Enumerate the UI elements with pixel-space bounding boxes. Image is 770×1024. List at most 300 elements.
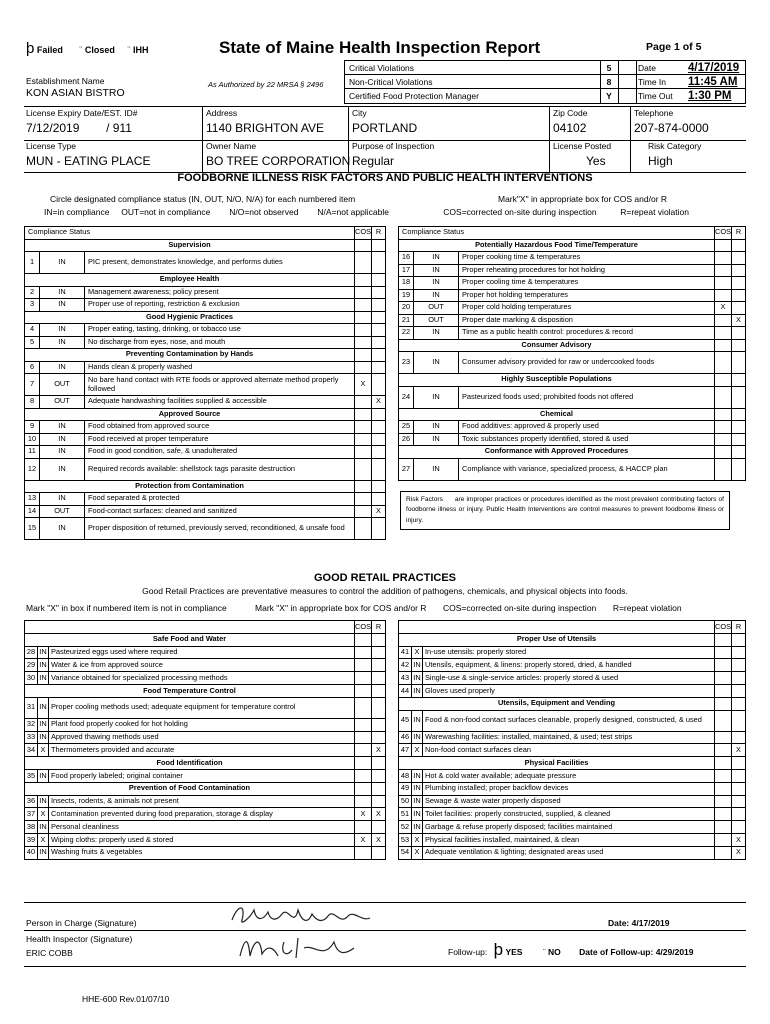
item-status[interactable]: IN bbox=[38, 659, 49, 672]
item-description: Garbage & refuse properly disposed; facilities maintained bbox=[423, 821, 715, 834]
item-description: Proper cooling methods used; adequate equipment for temperature control bbox=[49, 697, 355, 718]
section-header: Protection from Contamination bbox=[25, 480, 355, 493]
failed-label: Failed bbox=[36, 45, 63, 55]
compliance-row bbox=[399, 782, 746, 795]
item-status[interactable]: IN bbox=[40, 493, 85, 506]
ihh-checkbox[interactable]: ¨ bbox=[127, 45, 131, 55]
date-label: Date bbox=[638, 63, 656, 73]
item-r-box[interactable] bbox=[732, 731, 746, 744]
item-description: Adequate handwashing facilities supplied & accessible bbox=[85, 396, 355, 409]
closed-checkbox[interactable]: ¨ bbox=[79, 45, 83, 55]
compliance-row bbox=[399, 684, 746, 697]
risk-value: High bbox=[648, 154, 673, 168]
compliance-row bbox=[399, 264, 746, 277]
item-status[interactable]: X bbox=[38, 833, 49, 846]
item-status[interactable]: IN bbox=[412, 710, 423, 731]
item-r-box[interactable]: X bbox=[732, 744, 746, 757]
item-description: Variance obtained for specialized processing methods bbox=[49, 672, 355, 685]
license-type-value: MUN - EATING PLACE bbox=[26, 154, 151, 168]
item-cos-box[interactable]: X bbox=[354, 808, 371, 821]
item-status[interactable]: IN bbox=[412, 769, 423, 782]
item-cos-box[interactable] bbox=[354, 336, 371, 349]
item-number: 52 bbox=[399, 821, 412, 834]
item-r-box[interactable]: X bbox=[732, 833, 746, 846]
item-r-box[interactable] bbox=[372, 795, 386, 808]
item-number: 14 bbox=[25, 505, 40, 518]
pic-signature-label: Person in Charge (Signature) bbox=[26, 918, 137, 928]
item-description: Thermometers provided and accurate bbox=[49, 744, 355, 757]
item-number: 8 bbox=[25, 396, 40, 409]
item-cos-box[interactable] bbox=[354, 361, 371, 374]
item-status[interactable]: X bbox=[412, 744, 423, 757]
closed-label: Closed bbox=[84, 45, 115, 55]
item-number: 36 bbox=[25, 795, 38, 808]
compliance-row bbox=[25, 697, 386, 718]
item-number: 22 bbox=[399, 327, 414, 340]
item-cos-box[interactable] bbox=[354, 697, 371, 718]
item-status[interactable]: IN bbox=[412, 672, 423, 685]
item-status[interactable]: IN bbox=[38, 646, 49, 659]
item-cos-box[interactable] bbox=[714, 782, 731, 795]
item-r-box[interactable] bbox=[732, 672, 746, 685]
item-number: 18 bbox=[399, 277, 414, 290]
item-number: 37 bbox=[25, 808, 38, 821]
item-cos-box[interactable] bbox=[714, 314, 731, 327]
item-r-box[interactable]: X bbox=[372, 396, 386, 409]
item-r-box[interactable] bbox=[372, 697, 386, 718]
section-header: Highly Susceptible Populations bbox=[399, 374, 715, 387]
item-cos-box[interactable] bbox=[714, 672, 731, 685]
item-number: 31 bbox=[25, 697, 38, 718]
item-cos-box[interactable] bbox=[354, 518, 371, 540]
compliance-row bbox=[399, 327, 746, 340]
item-cos-box[interactable] bbox=[714, 386, 731, 408]
item-cos-box[interactable] bbox=[354, 433, 371, 446]
col-compliance-status: Compliance Status bbox=[25, 227, 355, 240]
compliance-row bbox=[25, 299, 386, 312]
item-status[interactable]: OUT bbox=[40, 505, 85, 518]
item-description: Non-food contact surfaces clean bbox=[423, 744, 715, 757]
purpose-value: Regular bbox=[352, 154, 395, 168]
item-description: Toxic substances properly identified, stored & used bbox=[459, 433, 715, 446]
item-description: Single-use & single-service articles: properly stored & used bbox=[423, 672, 715, 685]
item-number: 45 bbox=[399, 710, 412, 731]
item-cos-box[interactable]: X bbox=[354, 833, 371, 846]
item-number: 50 bbox=[399, 795, 412, 808]
section-header: Supervision bbox=[25, 239, 355, 252]
item-description: Proper eating, tasting, drinking, or tobacco use bbox=[85, 324, 355, 337]
compliance-row bbox=[25, 744, 386, 757]
item-r-box[interactable] bbox=[732, 659, 746, 672]
item-description: Consumer advisory provided for raw or undercooked foods bbox=[459, 352, 715, 374]
critical-count: 5 bbox=[606, 63, 612, 73]
owner-label: Owner Name bbox=[206, 141, 257, 151]
item-cos-box[interactable] bbox=[354, 744, 371, 757]
item-description: Pasteurized eggs used where required bbox=[49, 646, 355, 659]
item-r-box[interactable] bbox=[372, 718, 386, 731]
item-status[interactable]: OUT bbox=[40, 396, 85, 409]
item-r-box[interactable] bbox=[372, 299, 386, 312]
pic-date: Date: 4/17/2019 bbox=[608, 918, 670, 928]
item-status[interactable]: IN bbox=[38, 718, 49, 731]
compliance-row bbox=[25, 324, 386, 337]
section-header: Prevention of Food Contamination bbox=[25, 782, 355, 795]
item-cos-box[interactable] bbox=[354, 458, 371, 480]
item-description: Plant food properly cooked for hot holding bbox=[49, 718, 355, 731]
item-status[interactable]: IN bbox=[40, 446, 85, 459]
item-number: 23 bbox=[399, 352, 414, 374]
item-status[interactable]: IN bbox=[40, 336, 85, 349]
item-description: Food additives: approved & properly used bbox=[459, 421, 715, 434]
item-cos-box[interactable] bbox=[714, 833, 731, 846]
compliance-row bbox=[399, 710, 746, 731]
item-status[interactable]: IN bbox=[40, 286, 85, 299]
col-r-right: R bbox=[732, 227, 746, 240]
foodborne-left-table bbox=[24, 226, 386, 540]
item-number: 42 bbox=[399, 659, 412, 672]
followup-no-checkbox[interactable]: ¨ bbox=[542, 947, 546, 957]
item-number: 27 bbox=[399, 458, 414, 480]
item-r-box[interactable] bbox=[372, 769, 386, 782]
item-status[interactable]: IN bbox=[40, 433, 85, 446]
item-cos-box[interactable] bbox=[354, 821, 371, 834]
item-status[interactable]: IN bbox=[38, 821, 49, 834]
item-r-box[interactable] bbox=[372, 821, 386, 834]
phone-value: 207-874-0000 bbox=[634, 121, 709, 135]
item-cos-box[interactable] bbox=[354, 286, 371, 299]
item-r-box[interactable] bbox=[732, 684, 746, 697]
item-cos-box[interactable] bbox=[714, 421, 731, 434]
item-cos-box[interactable] bbox=[354, 324, 371, 337]
item-status[interactable]: IN bbox=[414, 327, 459, 340]
item-r-box[interactable] bbox=[732, 289, 746, 302]
item-status[interactable]: IN bbox=[38, 846, 49, 859]
item-description: Food-contact surfaces: cleaned and sanitized bbox=[85, 505, 355, 518]
item-r-box[interactable] bbox=[372, 646, 386, 659]
item-description: Contamination prevented during food preparation, storage & display bbox=[49, 808, 355, 821]
item-r-box[interactable] bbox=[732, 458, 746, 480]
item-r-box[interactable] bbox=[372, 324, 386, 337]
item-r-box[interactable] bbox=[372, 731, 386, 744]
item-number: 43 bbox=[399, 672, 412, 685]
item-r-box[interactable] bbox=[732, 327, 746, 340]
purpose-label: Purpose of Inspection bbox=[352, 141, 435, 151]
item-cos-box[interactable] bbox=[714, 458, 731, 480]
item-status[interactable]: X bbox=[38, 744, 49, 757]
item-r-box[interactable] bbox=[372, 433, 386, 446]
item-status[interactable]: IN bbox=[38, 795, 49, 808]
item-description: Food received at proper temperature bbox=[85, 433, 355, 446]
item-cos-box[interactable]: X bbox=[714, 302, 731, 315]
item-status[interactable]: IN bbox=[38, 769, 49, 782]
item-status[interactable]: IN bbox=[40, 421, 85, 434]
item-number: 48 bbox=[399, 769, 412, 782]
item-cos-box[interactable] bbox=[714, 646, 731, 659]
item-r-box[interactable]: X bbox=[372, 505, 386, 518]
item-status[interactable]: IN bbox=[412, 782, 423, 795]
item-description: PIC present, demonstrates knowledge, and performs duties bbox=[85, 252, 355, 274]
item-status[interactable]: IN bbox=[414, 352, 459, 374]
item-cos-box[interactable] bbox=[354, 252, 371, 274]
address-label: Address bbox=[206, 108, 238, 118]
section-header: Food Identification bbox=[25, 757, 355, 770]
section-header: Utensils, Equipment and Vending bbox=[399, 697, 715, 710]
compliance-row bbox=[25, 795, 386, 808]
license-label: License Expiry Date/EST. ID# bbox=[26, 108, 138, 118]
item-r-box[interactable] bbox=[372, 458, 386, 480]
compliance-row bbox=[25, 493, 386, 506]
item-r-box[interactable] bbox=[372, 421, 386, 434]
item-status[interactable]: X bbox=[412, 646, 423, 659]
item-r-box[interactable] bbox=[732, 710, 746, 731]
compliance-row bbox=[25, 433, 386, 446]
item-r-box[interactable] bbox=[732, 782, 746, 795]
item-cos-box[interactable] bbox=[714, 731, 731, 744]
compliance-row bbox=[25, 821, 386, 834]
ihh-label: IHH bbox=[132, 45, 149, 55]
item-status[interactable]: IN bbox=[414, 289, 459, 302]
item-r-box[interactable]: X bbox=[372, 744, 386, 757]
item-cos-box[interactable] bbox=[354, 493, 371, 506]
item-status[interactable]: IN bbox=[38, 672, 49, 685]
followup-row: Follow-up: þ YES ¨ NO Date of Follow-up: 4/29/2019 bbox=[448, 940, 694, 959]
item-status[interactable]: OUT bbox=[414, 314, 459, 327]
item-r-box[interactable] bbox=[372, 672, 386, 685]
item-number: 12 bbox=[25, 458, 40, 480]
item-description: No discharge from eyes, nose, and mouth bbox=[85, 336, 355, 349]
item-cos-box[interactable] bbox=[354, 396, 371, 409]
item-status[interactable]: X bbox=[412, 846, 423, 859]
item-status[interactable]: IN bbox=[40, 458, 85, 480]
item-cos-box[interactable] bbox=[714, 808, 731, 821]
item-description: Utensils, equipment, & linens: properly stored, dried, & handled bbox=[423, 659, 715, 672]
item-cos-box[interactable] bbox=[354, 646, 371, 659]
page-number: Page 1 of 5 bbox=[646, 41, 702, 53]
item-cos-box[interactable] bbox=[714, 659, 731, 672]
item-r-box[interactable] bbox=[732, 821, 746, 834]
item-description: Hands clean & properly washed bbox=[85, 361, 355, 374]
inspector-signature-label: Health Inspector (Signature) bbox=[26, 934, 133, 944]
item-r-box[interactable] bbox=[372, 659, 386, 672]
item-r-box[interactable]: X bbox=[732, 314, 746, 327]
item-status[interactable]: IN bbox=[414, 264, 459, 277]
item-cos-box[interactable] bbox=[354, 505, 371, 518]
item-number: 26 bbox=[399, 433, 414, 446]
item-r-box[interactable] bbox=[732, 433, 746, 446]
item-status[interactable]: IN bbox=[38, 697, 49, 718]
compliance-row bbox=[25, 846, 386, 859]
section-header: Conformance with Approved Procedures bbox=[399, 446, 715, 459]
item-status[interactable]: IN bbox=[40, 324, 85, 337]
item-r-box[interactable]: X bbox=[732, 846, 746, 859]
item-cos-box[interactable] bbox=[714, 277, 731, 290]
compliance-row bbox=[25, 361, 386, 374]
item-cos-box[interactable] bbox=[714, 846, 731, 859]
item-r-box[interactable] bbox=[372, 252, 386, 274]
item-cos-box[interactable] bbox=[714, 821, 731, 834]
item-cos-box[interactable] bbox=[714, 352, 731, 374]
item-cos-box[interactable] bbox=[714, 710, 731, 731]
item-cos-box[interactable] bbox=[714, 744, 731, 757]
item-cos-box[interactable] bbox=[354, 731, 371, 744]
item-r-box[interactable] bbox=[372, 493, 386, 506]
item-cos-box[interactable] bbox=[354, 846, 371, 859]
item-description: Proper cooling time & temperatures bbox=[459, 277, 715, 290]
item-cos-box[interactable] bbox=[354, 659, 371, 672]
risk-label: Risk Category bbox=[648, 141, 702, 151]
item-cos-box[interactable] bbox=[354, 672, 371, 685]
item-description: Food obtained from approved source bbox=[85, 421, 355, 434]
item-status[interactable]: IN bbox=[412, 821, 423, 834]
item-number: 41 bbox=[399, 646, 412, 659]
compliance-row bbox=[399, 646, 746, 659]
item-description: Pasteurized foods used; prohibited foods not offered bbox=[459, 386, 715, 408]
item-cos-box[interactable] bbox=[714, 684, 731, 697]
item-number: 5 bbox=[25, 336, 40, 349]
item-cos-box[interactable] bbox=[714, 252, 731, 265]
item-cos-box[interactable] bbox=[714, 264, 731, 277]
item-r-box[interactable] bbox=[732, 646, 746, 659]
item-r-box[interactable] bbox=[732, 421, 746, 434]
item-r-box[interactable] bbox=[732, 386, 746, 408]
compliance-row bbox=[399, 252, 746, 265]
establishment-name: KON ASIAN BISTRO bbox=[26, 87, 125, 99]
item-cos-box[interactable] bbox=[354, 718, 371, 731]
section-header: Good Hygienic Practices bbox=[25, 311, 355, 324]
retail-left-table bbox=[24, 620, 386, 860]
item-status[interactable]: IN bbox=[414, 252, 459, 265]
section-header: Potentially Hazardous Food Time/Temperature bbox=[399, 239, 715, 252]
item-status[interactable]: IN bbox=[40, 299, 85, 312]
item-r-box[interactable] bbox=[732, 302, 746, 315]
zip-value: 04102 bbox=[553, 121, 587, 135]
item-description: Toilet facilities: properly constructed, supplied, & cleaned bbox=[423, 808, 715, 821]
item-cos-box[interactable] bbox=[714, 769, 731, 782]
item-r-box[interactable] bbox=[732, 252, 746, 265]
item-status[interactable]: OUT bbox=[414, 302, 459, 315]
item-description: Proper date marking & disposition bbox=[459, 314, 715, 327]
compliance-row bbox=[399, 659, 746, 672]
followup-yes-checkbox[interactable]: þ bbox=[493, 940, 504, 959]
item-status[interactable]: IN bbox=[412, 659, 423, 672]
compliance-row bbox=[25, 446, 386, 459]
item-number: 2 bbox=[25, 286, 40, 299]
retail-title: GOOD RETAIL PRACTICES bbox=[314, 572, 456, 584]
item-cos-box[interactable] bbox=[714, 289, 731, 302]
item-cos-box[interactable] bbox=[354, 421, 371, 434]
item-number: 16 bbox=[399, 252, 414, 265]
timeout-value: 1:30 PM bbox=[688, 90, 732, 102]
item-status[interactable]: IN bbox=[414, 421, 459, 434]
phone-label: Telephone bbox=[634, 108, 674, 118]
timein-value: 11:45 AM bbox=[688, 76, 738, 88]
section-header: Preventing Contamination by Hands bbox=[25, 349, 355, 362]
risk-factor-note: Risk Factors are improper practices or procedures identified as the most prevalent contributing factors of foodborne illness or injury. Public Health Interventions are control measures to prevent foodborne illness or injury. bbox=[400, 491, 730, 531]
compliance-row bbox=[399, 795, 746, 808]
pic-signature bbox=[224, 898, 384, 932]
item-r-box[interactable] bbox=[732, 808, 746, 821]
item-cos-box[interactable] bbox=[354, 446, 371, 459]
item-description: Required records available: shellstock tags parasite destruction bbox=[85, 458, 355, 480]
item-status[interactable]: IN bbox=[38, 731, 49, 744]
item-r-box[interactable] bbox=[732, 769, 746, 782]
col-cos-right: COS bbox=[714, 227, 731, 240]
item-status[interactable]: IN bbox=[414, 386, 459, 408]
section-header: Chemical bbox=[399, 408, 715, 421]
compliance-row bbox=[25, 769, 386, 782]
license-type-label: License Type bbox=[26, 141, 76, 151]
item-r-box[interactable] bbox=[372, 846, 386, 859]
item-status[interactable]: IN bbox=[40, 361, 85, 374]
failed-checkbox[interactable]: þ bbox=[26, 40, 35, 57]
item-cos-box[interactable] bbox=[714, 433, 731, 446]
compliance-row bbox=[399, 352, 746, 374]
item-status[interactable]: OUT bbox=[40, 374, 85, 396]
item-status[interactable]: IN bbox=[412, 808, 423, 821]
item-description: Wiping cloths: properly used & stored bbox=[49, 833, 355, 846]
item-r-box[interactable] bbox=[372, 336, 386, 349]
item-status[interactable]: X bbox=[38, 808, 49, 821]
item-description: Insects, rodents, & animals not present bbox=[49, 795, 355, 808]
item-r-box[interactable] bbox=[372, 518, 386, 540]
owner-value: BO TREE CORPORATION bbox=[206, 154, 351, 168]
item-r-box[interactable]: X bbox=[372, 833, 386, 846]
compliance-row bbox=[399, 744, 746, 757]
item-description: Proper cooking time & temperatures bbox=[459, 252, 715, 265]
posted-value: Yes bbox=[586, 154, 606, 168]
item-r-box[interactable] bbox=[732, 264, 746, 277]
establishment-label: Establishment Name bbox=[26, 76, 105, 86]
item-status[interactable]: IN bbox=[414, 433, 459, 446]
item-status[interactable]: IN bbox=[40, 518, 85, 540]
item-r-box[interactable] bbox=[732, 795, 746, 808]
item-number: 35 bbox=[25, 769, 38, 782]
form-id: HHE-600 Rev.01/07/10 bbox=[82, 994, 170, 1004]
item-description: No bare hand contact with RTE foods or approved alternate method properly followed bbox=[85, 374, 355, 396]
item-status[interactable]: IN bbox=[414, 458, 459, 480]
date-value: 4/17/2019 bbox=[688, 62, 740, 74]
item-status[interactable]: IN bbox=[40, 252, 85, 274]
item-description: Adequate ventilation & lighting; designated areas used bbox=[423, 846, 715, 859]
item-r-box[interactable] bbox=[372, 286, 386, 299]
item-number: 54 bbox=[399, 846, 412, 859]
status-checkboxes bbox=[26, 40, 148, 57]
item-status[interactable]: X bbox=[412, 833, 423, 846]
item-r-box[interactable]: X bbox=[372, 808, 386, 821]
item-status[interactable]: IN bbox=[412, 795, 423, 808]
item-number: 15 bbox=[25, 518, 40, 540]
item-description: Food properly labeled; original container bbox=[49, 769, 355, 782]
item-status[interactable]: IN bbox=[412, 684, 423, 697]
item-cos-box[interactable] bbox=[354, 299, 371, 312]
item-cos-box[interactable]: X bbox=[354, 374, 371, 396]
item-cos-box[interactable] bbox=[714, 327, 731, 340]
item-cos-box[interactable] bbox=[714, 795, 731, 808]
item-cos-box[interactable] bbox=[354, 769, 371, 782]
item-status[interactable]: IN bbox=[412, 731, 423, 744]
item-r-box[interactable] bbox=[732, 352, 746, 374]
item-r-box[interactable] bbox=[372, 361, 386, 374]
item-number: 44 bbox=[399, 684, 412, 697]
item-r-box[interactable] bbox=[372, 374, 386, 396]
item-r-box[interactable] bbox=[372, 446, 386, 459]
compliance-row bbox=[25, 518, 386, 540]
item-cos-box[interactable] bbox=[354, 795, 371, 808]
item-description: Warewashing facilities: installed, maintained, & used; test strips bbox=[423, 731, 715, 744]
item-status[interactable]: IN bbox=[414, 277, 459, 290]
item-r-box[interactable] bbox=[732, 277, 746, 290]
license-value: 7/12/2019 / 911 bbox=[26, 121, 132, 135]
